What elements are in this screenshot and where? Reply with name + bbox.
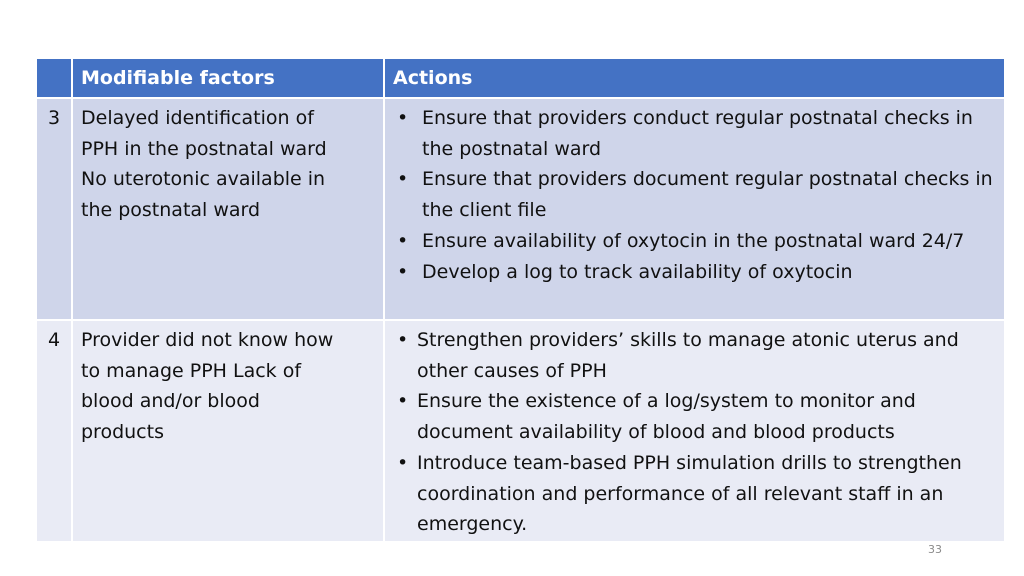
factor-line: Delayed identification of — [81, 107, 314, 129]
table-row — [36, 98, 1005, 320]
modifiable-factor-cell — [72, 320, 384, 542]
action-item: • Ensure that providers conduct regular postnatal checks in the postnatal ward — [393, 103, 998, 164]
factor-line: to manage PPH Lack of — [81, 359, 302, 382]
header-actions: Actions — [384, 58, 1005, 98]
action-item: • Strengthen providers’ skills to manage atonic uterus and other causes of PPH — [393, 325, 998, 386]
factor-line: Provider did not know how — [81, 329, 334, 351]
page-number: 33 — [928, 543, 942, 556]
action-item: • Ensure availability of oxytocin in the postnatal ward 24/7 — [393, 226, 998, 257]
factor-line: blood and/or blood — [81, 390, 260, 413]
actions-list — [393, 325, 998, 540]
table-row — [36, 320, 1005, 542]
action-item: • Introduce team-based PPH simulation drills to strengthen coordination and performance of all relevant staff in an emergency. — [393, 448, 998, 540]
row-number: 3 — [36, 98, 72, 320]
factor-line: PPH in the postnatal ward — [81, 137, 327, 160]
row-number: 4 — [36, 320, 72, 542]
action-item: • Ensure that providers document regular postnatal checks in the client file — [393, 164, 998, 225]
header-number — [36, 58, 72, 98]
actions-cell — [384, 98, 1005, 320]
factor-line: No uterotonic available in — [81, 168, 326, 191]
modifiable-factor-cell — [72, 98, 384, 320]
factors-actions-table — [35, 57, 1006, 543]
table-header-row — [36, 58, 1005, 98]
factor-line: products — [81, 421, 164, 444]
actions-cell — [384, 320, 1005, 542]
action-item: • Develop a log to track availability of oxytocin — [393, 257, 998, 288]
factor-line: the postnatal ward — [81, 199, 261, 222]
header-modifiable-factors: Modifiable factors — [72, 58, 384, 98]
action-item: • Ensure the existence of a log/system to monitor and document availability of blood and blood products — [393, 386, 998, 447]
actions-list — [393, 103, 998, 287]
